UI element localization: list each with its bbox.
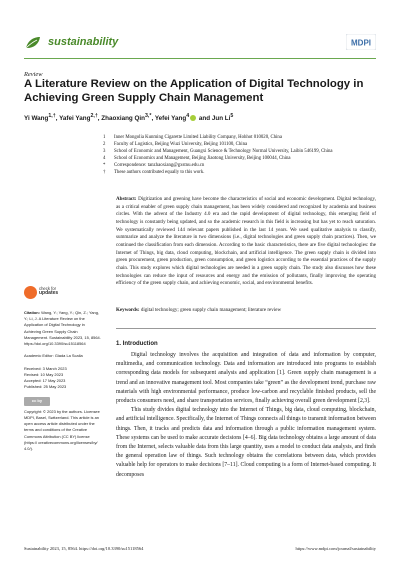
author-marks: 2,† [90, 113, 98, 119]
body-text [116, 351, 376, 480]
author-name[interactable]: Yafei Yang [59, 115, 91, 123]
author-marks: 1,† [48, 113, 56, 119]
mdpi-logo-icon[interactable] [346, 34, 376, 50]
affiliation-text: These authors contributed equally to this work. [114, 169, 205, 175]
section-heading: 1. Introduction [116, 341, 158, 347]
journal-header [24, 34, 376, 56]
affiliation-row [103, 156, 373, 163]
author-list: Yi Wang$^{1,\dagger}$, Yafei Yang$^{2,\dagger}$, Zhaoxiang Qin$^{3,*}$, Yefei Yang$^4$ and Jun Li$^5$ [24, 113, 234, 123]
affiliation-row [103, 135, 373, 142]
date-published: Published: 25 May 2023 [24, 384, 67, 390]
affiliation-mark: 3 [103, 148, 106, 154]
affiliation-row [103, 163, 373, 170]
keywords-rule [116, 328, 376, 329]
keywords-text: digital technology; green supply chain management; literature review [140, 307, 282, 313]
citation-label: Citation: [24, 310, 40, 315]
affiliation-text[interactable]: Correspondence: tanzhaoxiang@gxstnu.edu.cn [114, 162, 205, 168]
affiliation-row [103, 149, 373, 156]
author-name[interactable]: Jun Li [211, 115, 231, 123]
citation-block [24, 310, 102, 347]
article-title: A Literature Review on the Application of Digital Technology in Achieving Green Supply Chain Management [24, 78, 364, 104]
author-marks: 4 [186, 113, 190, 119]
leaf-logo-icon [24, 36, 42, 50]
affiliation-text: School of Economic and Management, Guangxi Science & Technology Normal University, Laibin 546199, China [114, 148, 333, 154]
updates-line-2: updates [39, 290, 59, 296]
affiliation-row [103, 142, 373, 149]
cc-by-license-icon[interactable]: cc by [24, 397, 50, 406]
affiliation-mark: 4 [103, 155, 106, 161]
affiliation-text: School of Economics and Management, Beijing Jiaotong University, Beijing 100044, China [114, 155, 291, 161]
publisher-name: MDPI [351, 38, 371, 48]
body-paragraph: This study divides digital technology into the Internet of Things, big data, cloud computing, blockchain, and artificial intelligence. Specifically, the Internet of Things connects all things to transmit information between things. Then, it tracks and predicts data and information through a public information management system. These systems can be used to make accurate decisions [4–6]. Big data technology obtains a large amount of data from the Internet, selects valuable data from this large quantity, uses a model to conduct data analysis, and finds the general operation law of things. Such technology obtains the correlations between data, which provides valuable help for operators to make decisions [7–11]. Cloud computing is a form of Internet-based computing. It decomposes [116, 407, 376, 478]
dates-block [24, 366, 102, 391]
body-paragraph: Digital technology involves the acquisition and integration of data and information by computer, multimedia, and communication technology. Data and information are introduced into programs to establish corresponding data models for subsequent analysis and application [1]. Green supply chain management is a trend and an innovative management tool. Most companies take “green” as the development trend, purchase raw materials with high environmental performance, produce low-carbon and recyclable finished products, sell the products consumers need, and share transportation services, finally achieving overall green development [2,3]. [116, 352, 376, 405]
article-sidebar [24, 310, 102, 458]
keywords [116, 307, 376, 315]
page-footer [24, 546, 376, 551]
affiliation-mark: 1 [103, 135, 106, 140]
check-for-updates-icon [24, 286, 37, 299]
date-accepted: Accepted: 17 May 2023 [24, 378, 66, 384]
author-name[interactable]: Yefei Yang [154, 115, 187, 123]
affiliations [103, 135, 373, 176]
author-marks: 5 [230, 113, 234, 119]
footer-citation[interactable]: Sustainability 2023, 15, 8564. https://doi.org/10.3390/su15118564 [24, 546, 144, 551]
orcid-icon[interactable] [190, 115, 196, 121]
academic-editor: Academic Editor: Giada La Scalia [24, 353, 83, 359]
affiliation-mark: † [103, 169, 106, 175]
date-revised: Revised: 10 May 2023 [24, 372, 64, 377]
check-for-updates-badge[interactable] [24, 285, 64, 301]
header-rule [24, 58, 376, 59]
affiliation-text: Inner Mongolia Kunming Cigarette Limited Liability Company, Hohhot 010020, China [114, 135, 282, 140]
affiliation-mark: * [103, 162, 106, 168]
abstract [116, 196, 376, 288]
affiliation-row [103, 170, 373, 177]
abstract-label: Abstract: [116, 196, 137, 202]
article-type: Review [24, 71, 43, 78]
journal-name[interactable]: sustainability [48, 36, 119, 48]
license-text: Copyright: © 2023 by the authors. Licensee MDPI, Basel, Switzerland. This article is an open access article distributed under the terms and conditions of the Creative Commons Attribution (CC BY) license (https:// creativecommons.org/licenses/by/ 4.0/). [24, 408, 100, 452]
citation-text[interactable]: Wang, Y.; Yang, Y.; Qin, Z.; Yang, Y.; Li, J. A Literature Review on the Application of Digital Technology in Achieving Green Supply Chain Management. Sustainability 2023, 15, 8564. https://doi.org/10.3390/su15118564 [24, 310, 101, 347]
author-name[interactable]: Zhaoxiang Qin [101, 115, 146, 123]
affiliation-text: Faculty of Logistics, Beijing Wuzi University, Beijing 101100, China [114, 141, 248, 147]
author-marks: 3,* [145, 113, 152, 119]
footer-journal-url[interactable]: https://www.mdpi.com/journal/sustainability [295, 546, 376, 551]
keywords-label: Keywords: [116, 307, 140, 313]
author-name[interactable]: Yi Wang [24, 115, 49, 123]
updates-text [39, 286, 58, 296]
affiliation-mark: 2 [103, 141, 106, 147]
abstract-text: Digitization and greening have become the characteristics of social and economic development. Digital technology, as a critical enabler of green supply chain management, has been widely considered and recognized by academia and business circles. With the advent of the Industry 4.0 era and the rapid development of digital technology, this emerging field of technology is constantly being updated, and so the academic research in this field is increasing but has yet to reach saturation. We systematically reviewed 144 relevant papers published in the last 14 years. We used qualitative analysis to classify, summarize and analyze the literature in two dimensions (i.e., digital technologies and green supply chain practices). Then, we continued the classification from each dimension. According to the basic characteristics, there are five digital technologies: the Internet of Things, big data, cloud computing, blockchain, and artificial intelligence. The green supply chain is divided into green procurement, green production, green consumption, and green logistics according to the essential practices of the supply chain. This study explores which digital technologies are needed in a green supply chain. The study also discusses how these technologies can reduce the input of resources and energy and the emission of pollutants, finally improving the operating efficiency of the green supply chain, and achieving economic, social, and environmental benefits. [116, 196, 376, 287]
updates-line-1: check for [39, 286, 56, 291]
date-received: Received: 3 March 2023 [24, 365, 67, 371]
